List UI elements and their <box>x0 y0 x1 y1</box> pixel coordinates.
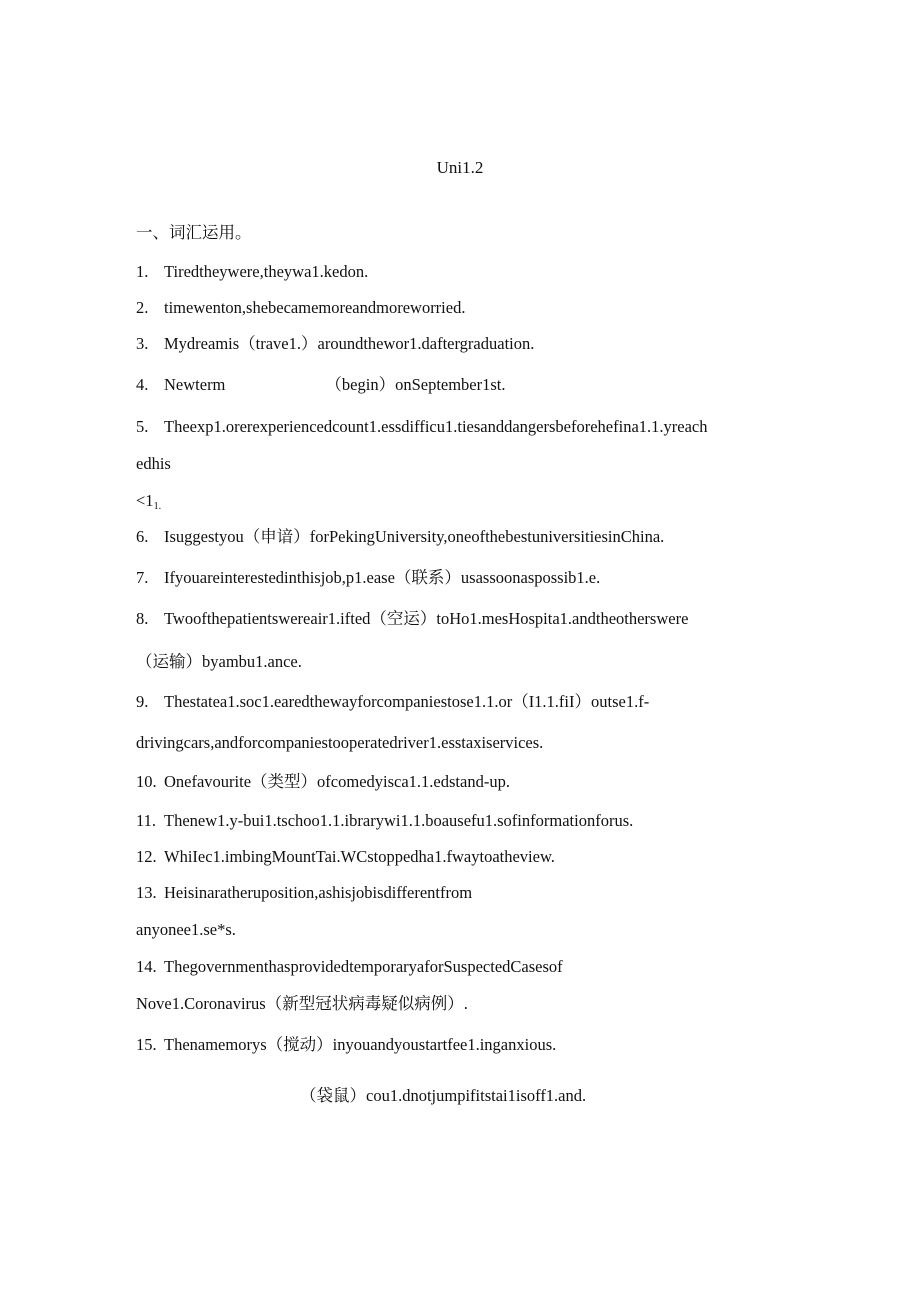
item-text-tail: SuspectedCasesof <box>443 957 563 976</box>
item-text: Mydreamis（trave1.）aroundthewor1.daftergraduation. <box>164 334 535 353</box>
exercise-item-2 <box>136 298 465 318</box>
exercise-item-9-continuation: drivingcars,andforcompaniestooperatedriver1.esstaxiservices. <box>136 733 544 752</box>
exercise-item-13-continuation: anyonee1.se*s. <box>136 920 236 939</box>
exercise-item-3 <box>136 334 534 354</box>
item-text: timewenton,shebecamemoreandmoreworried. <box>164 298 466 317</box>
item-text: Thenew1.y-bui1.tschoo1.1.ibrarywi1.1.boausefu1.sofinformationforus. <box>164 811 634 830</box>
item-fragment: <1 <box>136 491 154 510</box>
item-number: 9. <box>136 692 149 711</box>
item-number: 8. <box>136 609 149 628</box>
item-number: 10. <box>136 772 157 791</box>
item-number: 5. <box>136 417 149 436</box>
exercise-item-11 <box>136 811 633 831</box>
item-text: Twoofthepatientswereair1.ifted（空运）toHo1.mesHospita1.andtheotherswere <box>164 609 689 628</box>
item-text: Ifyouareinterestedinthisjob,p1.ease（联系）usassoonaspossib1.e. <box>164 568 601 587</box>
item-text: Theexp1.orerexperiencedcount1.essdifficu1.tiesanddangersbeforehefina1.1.yreach <box>164 417 708 436</box>
exercise-item-5-continuation: edhis <box>136 454 171 473</box>
item-text: Thenamemorys（搅动）inyouandyoustartfee1.inganxious. <box>164 1035 557 1054</box>
item-number: 3. <box>136 334 149 353</box>
page-title: Uni1.2 <box>436 158 484 177</box>
item-number: 4. <box>136 375 149 394</box>
exercise-item-6 <box>136 527 664 547</box>
item-text: Tiredtheywere,theywa1.kedon. <box>164 262 369 281</box>
item-text: Onefavourite（类型）ofcomedyisca1.1.edstand-up. <box>164 772 510 791</box>
item-text: Newterm <box>164 375 226 394</box>
item-number: 11. <box>136 811 157 830</box>
exercise-item-1 <box>136 262 368 282</box>
exercise-item-10 <box>136 772 510 792</box>
exercise-item-8 <box>136 609 688 629</box>
exercise-item-12 <box>136 847 555 867</box>
item-text-b: （begin）onSeptember1st. <box>325 375 506 394</box>
item-number: 2. <box>136 298 149 317</box>
exercise-item-5 <box>136 417 708 437</box>
exercise-item-7 <box>136 568 600 588</box>
exercise-item-8-continuation: （运输）byambu1.ance. <box>136 652 302 671</box>
item-text: WhiIec1.imbingMountTai.WCstoppedha1.fwaytoatheview. <box>164 847 555 866</box>
item-text: Heisinaratheruposition,ashisjobisdifferentfrom <box>164 883 473 902</box>
exercise-item-9 <box>136 692 649 712</box>
exercise-item-15 <box>136 1035 556 1055</box>
exercise-item-4 <box>136 375 506 395</box>
item-text: Thestatea1.soc1.earedthewayforcompaniestose1.1.or（I1.1.fiI）outse1.f- <box>164 692 650 711</box>
item-number: 1. <box>136 262 149 281</box>
item-number: 6. <box>136 527 149 546</box>
trailing-exercise-line: （袋鼠）cou1.dnotjumpifitstai1isoff1.and. <box>300 1086 587 1105</box>
item-number: 13. <box>136 883 157 902</box>
item-text: Isuggestyou（申谙）forPekingUniversity,oneofthebestuniversitiesinChina. <box>164 527 665 546</box>
section-heading: 一、词汇运用。 <box>136 223 252 242</box>
exercise-item-14-continuation: Nove1.Coronavirus（新型冠状病毒疑似病例）. <box>136 994 468 1013</box>
item-number: 12. <box>136 847 157 866</box>
exercise-item-13 <box>136 883 472 903</box>
item-number: 7. <box>136 568 149 587</box>
exercise-item-14 <box>136 957 563 977</box>
exercise-item-5-continuation-2 <box>136 491 161 517</box>
item-number: 15. <box>136 1035 157 1054</box>
item-text: Thegovernmenthasprovidedtemporaryafor <box>164 957 444 976</box>
item-fragment-subscript: 1. <box>153 501 162 512</box>
item-number: 14. <box>136 957 157 976</box>
